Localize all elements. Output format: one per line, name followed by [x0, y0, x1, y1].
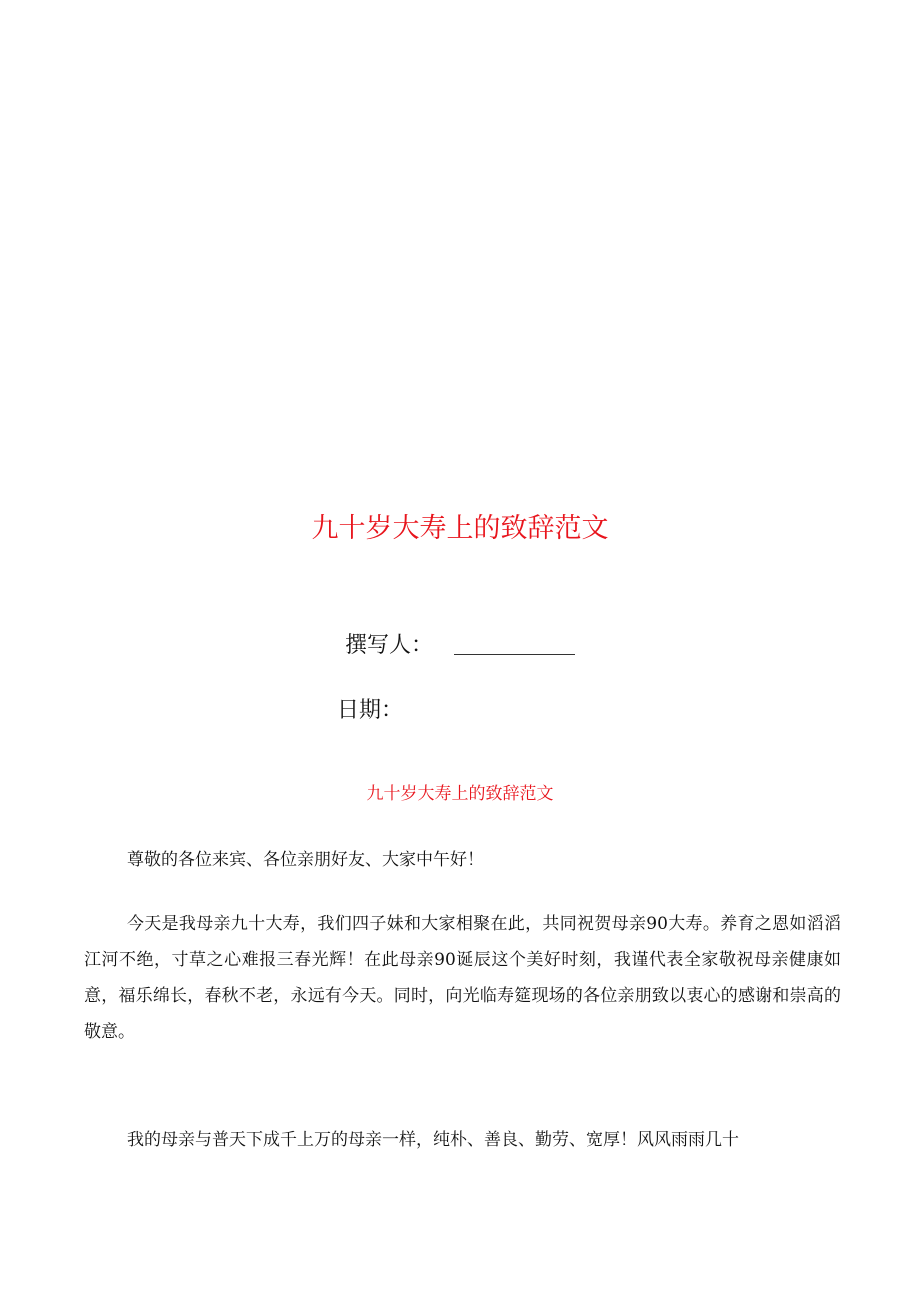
author-label: 撰写人： [345, 633, 434, 658]
greeting-text: 尊敬的各位来宾、各位亲朋好友、大家中午好！ [127, 850, 484, 870]
author-blank-line [454, 654, 575, 655]
date-label: 日期： [337, 698, 404, 723]
document-subtitle: 九十岁大寿上的致辞范文 [366, 784, 554, 804]
paragraph-2: 我的母亲与普天下成千上万的母亲一样，纯朴、善良、勤劳、宽厚！风风雨雨几十 [127, 1130, 739, 1150]
paragraph-1: 今天是我母亲九十大寿，我们四子妹和大家相聚在此，共同祝贺母亲90大寿。养育之恩如滔滔江河不绝，寸草之心难报三春光辉！在此母亲90诞辰这个美好时刻，我谨代表全家敬祝母亲健康如意，福乐绵长，春秋不老，永远有今天。同时，向光临寿筵现场的各位亲朋致以衷心的感谢和崇高的敬意。 [84, 914, 841, 1042]
document-title: 九十岁大寿上的致辞范文 [311, 513, 609, 544]
